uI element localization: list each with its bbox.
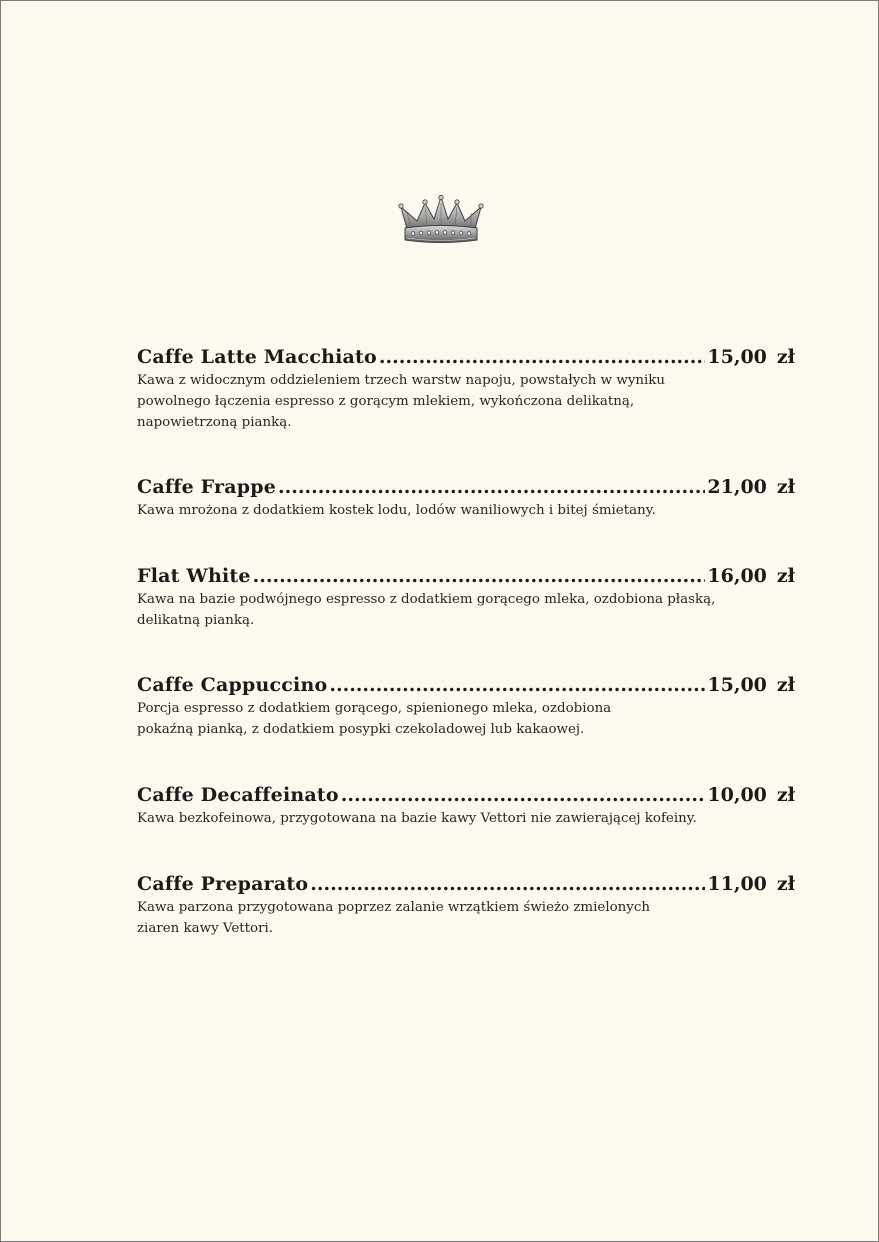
dot-leader (329, 673, 705, 697)
item-name: Flat White (137, 565, 251, 587)
item-price: 15,00 (707, 674, 767, 696)
menu-item (137, 475, 795, 521)
crown-icon (397, 195, 485, 247)
item-description: Kawa na bazie podwójnego espresso z dodatkiem gorącego mleka, ozdobiona płaską, delikatną pianką. (137, 592, 716, 628)
menu-item (137, 872, 795, 939)
item-name: Caffe Decaffeinato (137, 784, 339, 806)
dot-leader (310, 872, 705, 896)
item-name: Caffe Frappe (137, 476, 277, 498)
item-name: Caffe Cappuccino (137, 674, 328, 696)
item-description: Kawa parzona przygotowana poprzez zalanie wrzątkiem świeżo zmielonych ziaren kawy Vettori. (137, 900, 650, 936)
item-currency: zł (776, 346, 795, 368)
dot-leader (379, 345, 706, 369)
item-currency: zł (776, 476, 795, 498)
item-price: 21,00 (707, 476, 767, 498)
item-currency: zł (776, 873, 795, 895)
dot-leader (253, 564, 706, 588)
item-description: Kawa z widocznym oddzieleniem trzech warstw napoju, powstałych w wyniku powolnego łączenia espresso z gorącym mlekiem, wykończona delikatną, napowietrzoną pianką. (137, 373, 666, 430)
item-price: 16,00 (707, 565, 767, 587)
item-price: 10,00 (707, 784, 767, 806)
item-currency: zł (776, 674, 795, 696)
item-name: Caffe Latte Macchiato (137, 346, 377, 368)
item-description: Kawa mrożona z dodatkiem kostek lodu, lodów waniliowych i bitej śmietany. (137, 503, 656, 518)
item-description: Kawa bezkofeinowa, przygotowana na bazie kawy Vettori nie zawierającej kofeiny. (137, 811, 697, 826)
dot-leader (278, 475, 705, 499)
menu-item (137, 783, 795, 829)
menu-item (137, 673, 795, 740)
menu-item (137, 345, 795, 433)
item-description: Porcja espresso z dodatkiem gorącego, spienionego mleka, ozdobiona pokaźną pianką, z dodatkiem posypki czekoladowej lub kakaowej. (137, 701, 612, 737)
menu-item (137, 564, 795, 631)
item-currency: zł (776, 784, 795, 806)
item-name: Caffe Preparato (137, 873, 309, 895)
item-price: 11,00 (707, 873, 767, 895)
item-currency: zł (776, 565, 795, 587)
dot-leader (341, 783, 706, 807)
item-price: 15,00 (707, 346, 767, 368)
